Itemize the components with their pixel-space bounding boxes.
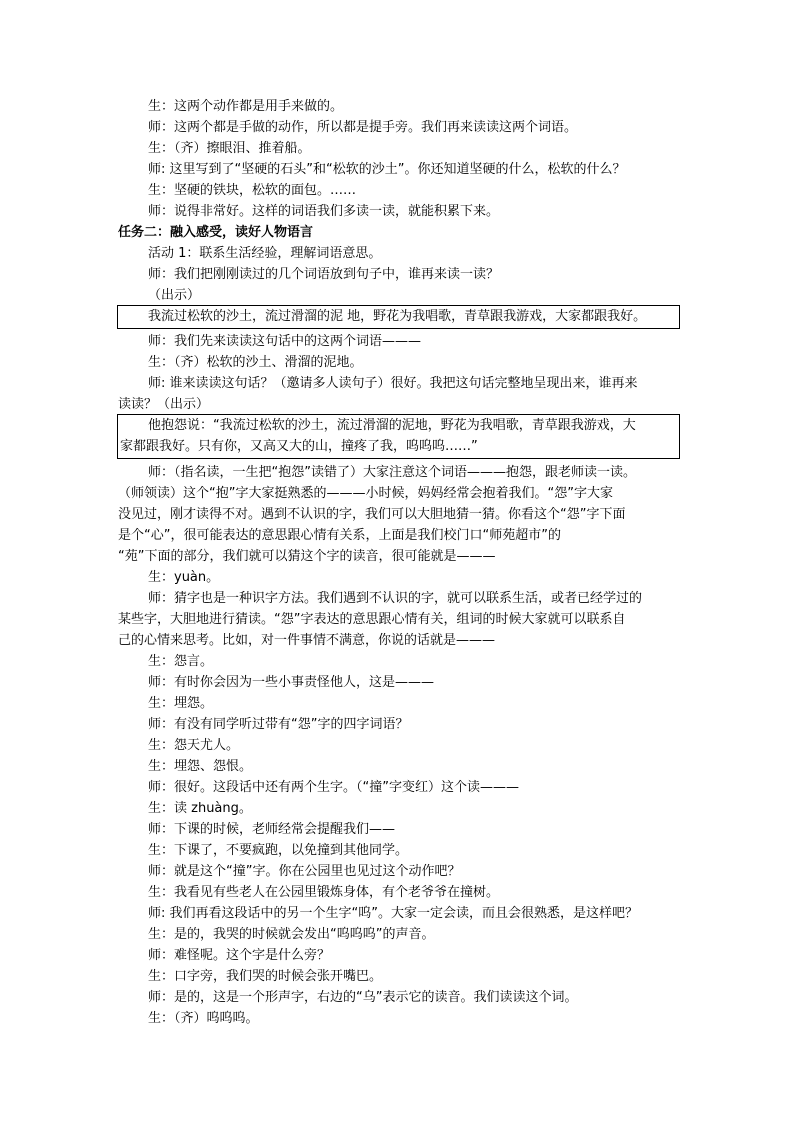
dialogue-line: 生：埋怨。: [148, 696, 214, 711]
dialogue-line: 生：是的，我哭的时候就会发出“呜呜呜”的声音。: [148, 927, 435, 942]
dialogue-line: “苑”下面的部分，我们就可以猜这个字的读音，很可能就是———: [118, 549, 496, 564]
dialogue-line: 生：埋怨、怨恨。: [148, 759, 253, 774]
dialogue-line: 师：下课的时候，老师经常会提醒我们——: [148, 822, 396, 837]
dialogue-line: 生：坚硬的铁块，松软的面包。……: [148, 183, 357, 198]
dialogue-line: 师: 谁来读读这句话？（邀请多人读句子）很好。我把这句话完整地呈现出来，谁再来: [148, 376, 638, 391]
dialogue-line: 师：这两个都是手做的动作，所以都是提手旁。我们再来读读这两个词语。: [148, 120, 578, 135]
dialogue-line: 师：猜字也是一种识字方法。我们遇到不认识的字，就可以联系生活，或者已经学过的: [148, 591, 643, 606]
dialogue-line: 师：（指名读，一生把“抱怨”读错了）大家注意这个词语———抱怨，跟老师读一读。: [148, 465, 636, 480]
dialogue-line: 师：说得非常好。这样的词语我们多读一读，就能积累下来。: [148, 204, 500, 219]
quote-box-2: [117, 414, 680, 459]
dialogue-line: 某些字，大胆地进行猜读。“怨”字表达的意思跟心情有关，组词的时候大家就可以联系自: [118, 612, 626, 627]
section-heading: 任务二：融入感受，读好人物语言: [118, 225, 314, 240]
quote-text: 家都跟我好。只有你，又高又大的山，撞疼了我，呜呜呜……”: [120, 439, 478, 454]
dialogue-line: 生：我看见有些老人在公园里锻炼身体，有个老爷爷在撞树。: [148, 885, 500, 900]
show-label: （出示）: [148, 288, 201, 303]
dialogue-line: 生：yuàn。: [148, 570, 220, 585]
dialogue-line: 生：（齐）呜呜呜。: [148, 1011, 259, 1026]
dialogue-line: 师：难怪呢。这个字是什么旁？: [148, 948, 331, 963]
quote-text: 我流过松软的沙土，流过滑溜的泥 地，野花为我唱歌，青草跟我游戏，大家都跟我好。: [148, 309, 647, 324]
dialogue-line: 师: 这里写到了“坚硬的石头”和“松软的沙土”。你还知道坚硬的什么，松软的什么？: [148, 162, 626, 177]
dialogue-line: 读读？（出示）: [118, 397, 210, 412]
dialogue-line: 师：有时你会因为一些小事责怪他人，这是———: [148, 675, 435, 690]
dialogue-line: 师：有没有同学听过带有“怨”字的四字词语？: [148, 717, 409, 732]
quote-text: 他抱怨说：“我流过松软的沙土，流过滑溜的泥地，野花为我唱歌，青草跟我游戏，大: [148, 418, 636, 433]
dialogue-line: 生：怨言。: [148, 654, 214, 669]
dialogue-line: 生：怨天尤人。: [148, 738, 240, 753]
dialogue-line: 没见过，刚才读得不对。遇到不认识的字，我们可以大胆地猜一猜。你看这个“怨”字下面: [118, 507, 626, 522]
dialogue-line: 师：很好。这段话中还有两个生字。（“撞”字变红）这个读———: [148, 780, 519, 795]
dialogue-line: 生：这两个动作都是用手来做的。: [148, 99, 344, 114]
dialogue-line: 生：读 zhuàng。: [148, 801, 252, 816]
dialogue-line: 是个“心”，很可能表达的意思跟心情有关系，上面是我们校门口“师苑超市”的: [118, 528, 561, 543]
dialogue-line: 生：下课了，不要疯跑，以免撞到其他同学。: [148, 843, 409, 858]
dialogue-line: （师领读）这个“抱”字大家挺熟悉的———小时候，妈妈经常会抱着我们。“怨”字大家: [118, 486, 613, 501]
dialogue-line: 师: 我们再看这段话中的另一个生字“呜”。大家一定会读，而且会很熟悉，是这样吧？: [148, 906, 638, 921]
dialogue-line: 己的心情来思考。比如，对一件事情不满意，你说的话就是———: [118, 633, 496, 648]
dialogue-line: 师：我们先来读读这句话中的这两个词语———: [148, 334, 422, 349]
dialogue-line: 师：我们把刚刚读过的几个词语放到句子中，谁再来读一读？: [148, 267, 500, 282]
activity-line: 活动 1：联系生活经验，理解词语意思。: [148, 246, 382, 261]
dialogue-line: 生：（齐）擦眼泪、推着船。: [148, 141, 311, 156]
dialogue-line: 生：口字旁，我们哭的时候会张开嘴巴。: [148, 969, 383, 984]
dialogue-line: 生：（齐）松软的沙土、滑溜的泥地。: [148, 355, 363, 370]
quote-box-1: [117, 305, 680, 329]
dialogue-line: 师：就是这个“撞”字。你在公园里也见过这个动作吧？: [148, 864, 461, 879]
dialogue-line: 师：是的，这是一个形声字，右边的“乌”表示它的读音。我们读读这个词。: [148, 990, 578, 1005]
